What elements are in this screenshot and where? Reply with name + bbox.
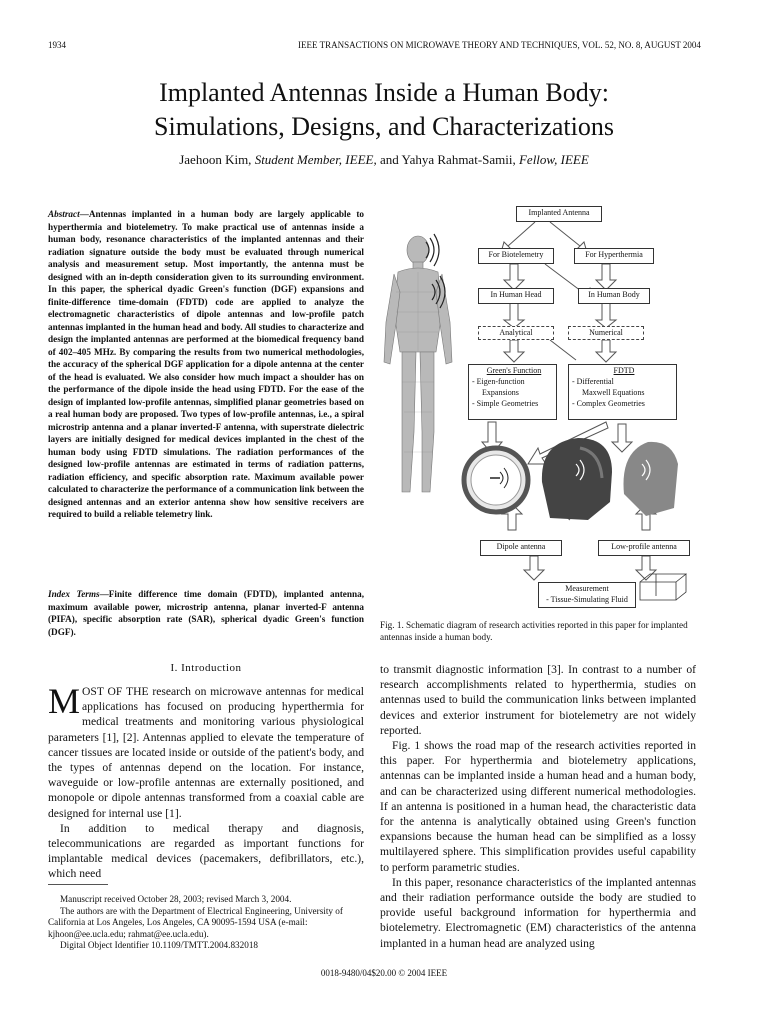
- box-fdtd: [568, 364, 677, 420]
- box-in-human-body: In Human Body: [578, 288, 650, 304]
- copyright-line: 0018-9480/04$20.00 © 2004 IEEE: [320, 968, 448, 978]
- author-1: Jaehoon Kim,: [179, 152, 252, 167]
- right-paragraph-3: In this paper, resonance characteristics of the implanted antennas and their radiation performance outside the body are studied to provide useful background information for hyperthermia and biotelemetry. Electromagnetic (EM) characteristics of the antenna implanted in a human head are analyzed using: [380, 875, 696, 950]
- footnote: [48, 894, 364, 952]
- voxel-head-profile-icon: [624, 442, 679, 516]
- box-for-hyperthermia: For Hyperthermia: [574, 248, 654, 264]
- box-low-profile-antenna: Low-profile antenna: [598, 540, 690, 556]
- box-dipole-antenna: Dipole antenna: [480, 540, 562, 556]
- greens-title: Green's Function: [486, 366, 542, 375]
- fdtd-title: FDTD: [613, 366, 635, 375]
- sphere-head-model-icon: [464, 448, 528, 512]
- greens-line-1: - Eigen-function: [472, 377, 525, 386]
- author-2: and Yahya Rahmat-Samii,: [379, 152, 516, 167]
- box-measurement: [538, 582, 636, 608]
- title-line-2: Simulations, Designs, and Characterizations: [154, 112, 614, 141]
- intro-paragraph-1: [48, 681, 364, 821]
- index-terms: [48, 588, 364, 638]
- box-implanted-antenna: Implanted Antenna: [516, 206, 602, 222]
- box-in-human-head: In Human Head: [478, 288, 554, 304]
- right-paragraph-1: to transmit diagnostic information [3]. In contrast to a number of research accomplishments related to hyperthermia, studies on antennas used to build the communication links between implanted devices and exterior instrument for biotelemetry are not widely reported.: [380, 663, 696, 737]
- author-line: [0, 152, 768, 168]
- intro-paragraph-2: In addition to medical therapy and diagnosis, telecommunications are regarded as important functions for implantable medical devices (pacemakers, defibrillators, etc.), which need: [48, 821, 364, 881]
- figure-caption: Fig. 1. Schematic diagram of research activities reported in this paper for implanted antennas inside a human body.: [380, 620, 688, 642]
- right-paragraph-2: Fig. 1 shows the road map of the research activities reported in this paper. For hyperthermia and biotelemetry applications, antennas can be implanted inside a human head and a human body, and can be characterized using different numerical methodologies. If an antenna is positioned in a human head, the characteristic data for the antenna is analytically obtained using Green's function expansions because the human head can be simplified as a lossy multilayered sphere. This simplification provides useful capability to perform parametric studies.: [380, 739, 696, 874]
- index-terms-text: —Finite difference time domain (FDTD), implanted antenna, maximum available power, microstrip antenna, planar inverted-F antenna (PIFA), specific absorption rate (SAR), spherical dyadic Green's function (DGF).: [48, 589, 364, 637]
- drop-cap: M: [48, 681, 81, 721]
- figure-1: [380, 202, 696, 612]
- author-1-role: Student Member, IEEE,: [254, 152, 377, 167]
- fdtd-line-1: - Differential: [572, 377, 614, 386]
- greens-line-2: Expansions: [482, 388, 519, 397]
- box-greens-function: [468, 364, 557, 420]
- measurement-sub: - Tissue-Simulating Fluid: [546, 595, 628, 604]
- voxel-head-model-icon: [542, 438, 612, 520]
- box-analytical: Analytical: [478, 326, 554, 340]
- fdtd-line-3: - Complex Geometries: [572, 399, 645, 408]
- page-number: 1934: [48, 40, 66, 50]
- intro-p1-text: OST OF THE research on microwave antennas for medical applications has focused on producing hyperthermia for medical treatments and monitoring various physiological parameters [1], [2]. Antennas applied to elevate the temperature of cancer tissues are located inside or outside of the patient's body, and the types of antennas depend on the location. For instance, waveguide or low-profile antennas are externally positioned, and monopole or dipole antennas transformed from a coaxial cable are designed for internal use [1].: [48, 685, 364, 820]
- title-line-1: Implanted Antennas Inside a Human Body:: [159, 78, 609, 107]
- fdtd-line-2: Maxwell Equations: [582, 388, 645, 397]
- index-terms-label: Index Terms: [48, 589, 100, 599]
- footnote-manuscript: Manuscript received October 28, 2003; revised March 3, 2004.: [60, 894, 292, 904]
- author-2-role: Fellow, IEEE: [518, 152, 589, 167]
- section-heading: I. Introduction: [170, 662, 242, 674]
- journal-header: IEEE TRANSACTIONS ON MICROWAVE THEORY AND TECHNIQUES, VOL. 52, NO. 8, AUGUST 2004: [298, 40, 701, 50]
- left-column: [48, 681, 364, 882]
- footnote-rule: [48, 884, 108, 885]
- footnote-doi: Digital Object Identifier 10.1109/TMTT.2004.832018: [60, 940, 259, 950]
- box-for-biotelemetry: For Biotelemetry: [478, 248, 554, 264]
- measurement-title: Measurement: [565, 584, 609, 593]
- greens-line-3: - Simple Geometries: [472, 399, 539, 408]
- abstract-label: Abstract: [48, 209, 80, 219]
- paper-title: [0, 76, 768, 144]
- abstract-text: —Antennas implanted in a human body are largely applicable to hyperthermia and biotelemetry. To make practical use of antennas inside a human body, resonance characteristics of the implanted antennas and their radiation signature outside the body must be evaluated through numerical analysis and measurement setup. Most importantly, the antenna must be designed with an in-depth consideration given to its surrounding environment. In this paper, the spherical dyadic Green's function (DGF) expansions and finite-difference time-domain (FDTD) code are applied to analyze the electromagnetic characteristics of dipole antennas and low-profile patch antennas implanted in the human head and body. All studies to characterize and design the implanted antennas are performed at the biomedical frequency band of 402–405 MHz. By comparing the results from two numerical methodologies, the accuracy of the spherical DGF application for a dipole antenna at the center of the head is evaluated. We also consider how much impact a shoulder has on the performance of the dipole inside the head using FDTD. For the ease of the design of implanted low-profile antennas, simplified planar geometries based on a real human body are proposed. Two types of low-profile antennas, i.e., a spiral microstrip antenna and a planar inverted-F antenna, with superstrate dielectric layers are initially designed for medical devices implanted in the chest of the human body using FDTD simulations. The radiation performances of the designed low-profile antennas are estimated in terms of radiation patterns, radiation efficiency, and specific absorption rate. Maximum available power calculated to characterize the performance of a communication link between the designed antennas and an exterior antenna show how sensitive receivers are required to build a reliable telemetry link.: [48, 209, 364, 519]
- right-column: [380, 662, 696, 951]
- abstract: [48, 208, 364, 521]
- box-numerical: Numerical: [568, 326, 644, 340]
- footnote-affiliation: The authors are with the Department of Electrical Engineering, University of California at Los Angeles, Los Angeles, CA 90095-1594 USA (e-mail: kjhoon@ee.ucla.edu; rahmat@ee.ucla.edu).: [48, 905, 343, 939]
